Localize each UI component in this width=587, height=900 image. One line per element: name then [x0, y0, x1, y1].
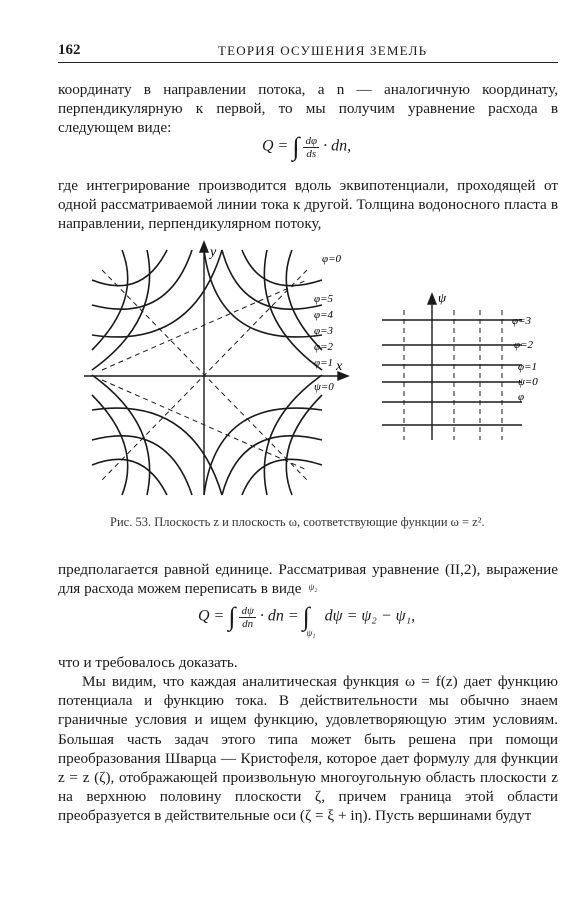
- svg-text:φ=2: φ=2: [314, 341, 334, 353]
- formula-2-lhs: Q =: [198, 607, 225, 625]
- omega-axis: [428, 294, 436, 440]
- svg-text:φ=4: φ=4: [314, 309, 334, 321]
- paragraph-2: где интегрирование производится вдоль эквипотенциали, проходящей от одной рассматриваемой линии тока к другой. Толщина водоносного пласта в направлении, перпендикулярном потоку,: [58, 177, 558, 233]
- paragraph-4: что и требовалось доказать.: [58, 654, 238, 671]
- svg-text:ψ=0: ψ=0: [314, 381, 334, 393]
- psi-axis-label: ψ: [438, 290, 447, 305]
- formula-2-middle: · dn =: [259, 607, 299, 625]
- integral-sign: ∫: [228, 602, 236, 631]
- hyperbola-grid: [92, 250, 322, 495]
- formula-1: [262, 132, 351, 162]
- omega-plane-figure: [382, 290, 562, 450]
- integral-sign: ∫: [292, 132, 300, 161]
- formula-2-denominator: dn: [242, 617, 254, 630]
- paragraph-5: Мы видим, что каждая аналитическая функция ω = f(z) дает функцию потенциала и функцию тока. В действительности мы обычно знаем граничные условия и ищем функцию, удовлетворяющую этим условиям. Большая часть задач этого типа может быть решена при помощи преобразования Шварца — Кристофеля, которое дает формулу для функции z = z (ζ), отображающей произвольную многоугольную область плоскости z на верхнюю половину плоскости ζ, причем граница этой области преобразуется в действительные оси (ζ = ξ + iη). Пусть вершинами будут: [58, 673, 558, 825]
- page-header: [58, 40, 558, 63]
- definite-integral: [302, 582, 321, 638]
- stream-lines: [404, 310, 502, 440]
- svg-text:φ=1: φ=1: [314, 357, 334, 369]
- omega-plane-labels: [512, 315, 538, 403]
- svg-text:φ=5: φ=5: [314, 293, 334, 305]
- svg-text:φ=0: φ=0: [322, 253, 342, 265]
- formula-1-numerator: dφ: [305, 134, 318, 147]
- page-number: 162: [58, 42, 81, 58]
- integral-sign: ∫: [302, 602, 310, 631]
- svg-text:φ=2: φ=2: [514, 339, 534, 351]
- svg-text:ψ=0: ψ=0: [518, 376, 538, 388]
- svg-text:φ=1: φ=1: [518, 361, 538, 373]
- svg-text:φ=3: φ=3: [314, 325, 334, 337]
- figure-caption: Рис. 53. Плоскость z и плоскость ω, соответствующие функции ω = z².: [110, 515, 485, 529]
- formula-2: [198, 582, 416, 650]
- paragraph-1: координату в направлении потока, а n — аналогичную координату, перпендикулярную к первой, то мы получим уравнение расхода в следующем виде:: [58, 81, 558, 137]
- formula-1-fraction: [303, 135, 319, 160]
- lower-limit: ψ₁: [306, 628, 316, 638]
- formula-2-tail: dψ = ψ₂ − ψ₁,: [324, 607, 416, 625]
- formula-2-fraction: [239, 605, 255, 630]
- formula-1-tail: · dn,: [323, 137, 352, 155]
- formula-1-denominator: ds: [306, 147, 317, 160]
- phi-axis-label: φ: [518, 391, 525, 403]
- running-title: ТЕОРИЯ ОСУШЕНИЯ ЗЕМЕЛЬ: [218, 43, 428, 58]
- formula-1-lhs: Q =: [262, 137, 289, 155]
- upper-limit: ψ₂: [308, 582, 318, 592]
- svg-text:φ=3: φ=3: [512, 315, 532, 327]
- paragraph-3: предполагается равной единице. Рассматривая уравнение (II,2), выражение для расхода можем переписать в виде: [58, 561, 558, 598]
- axis-x-label: x: [336, 359, 343, 374]
- formula-2-numerator: dψ: [241, 604, 254, 617]
- axis-y-label: y: [210, 245, 217, 260]
- z-plane-figure: [82, 240, 352, 505]
- axes: [84, 242, 348, 495]
